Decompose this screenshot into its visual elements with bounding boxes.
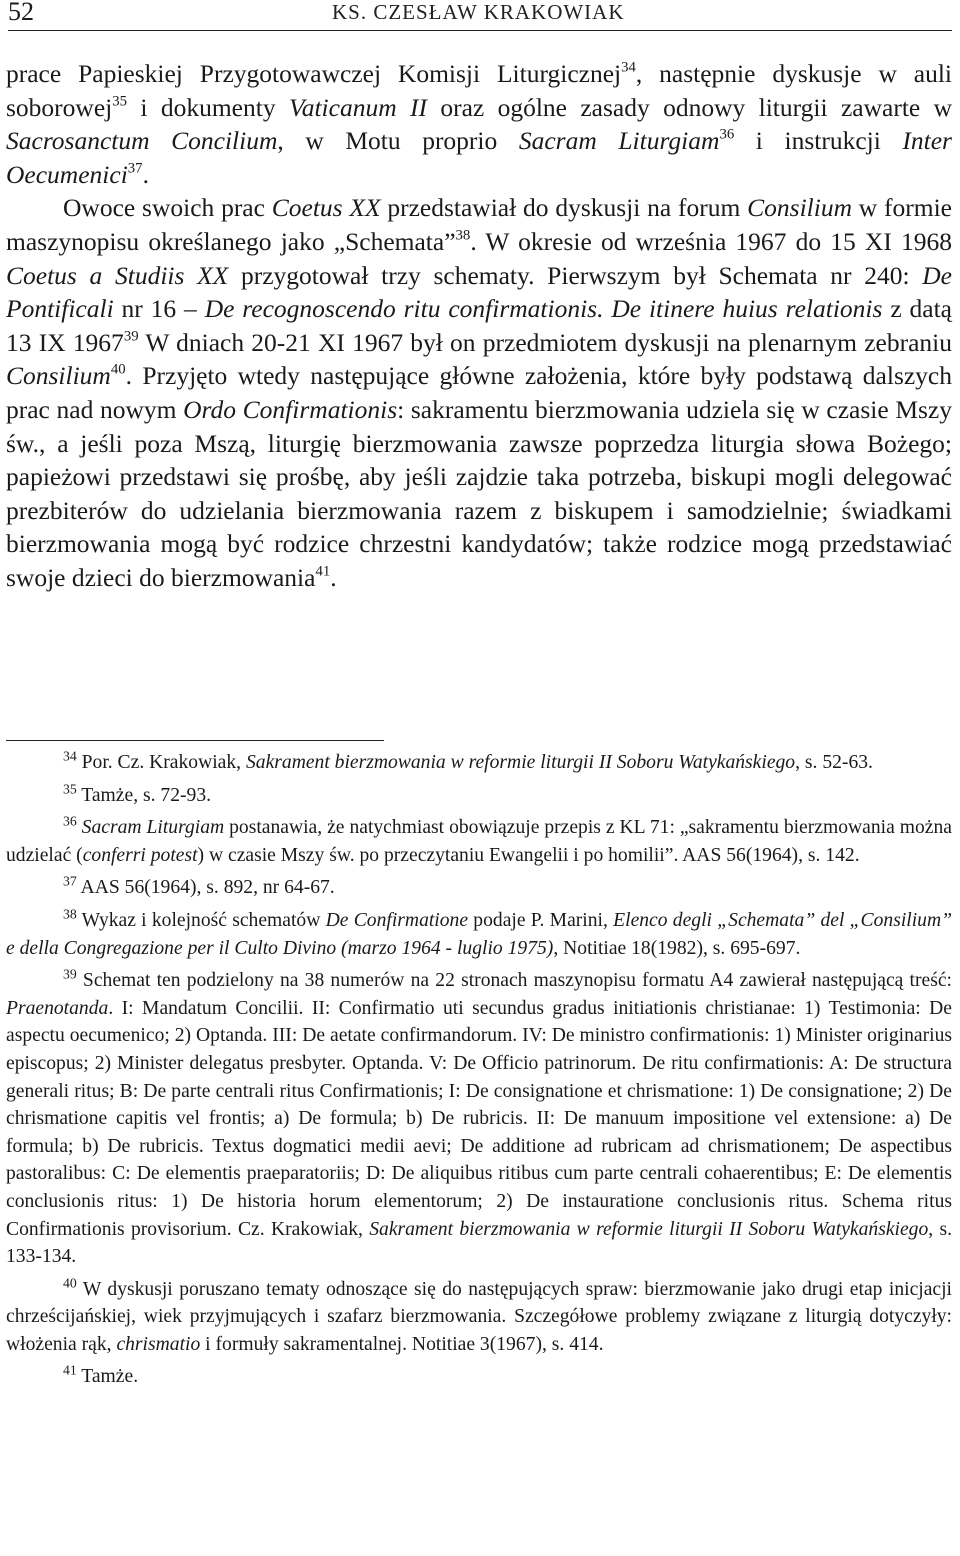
footnote-36 [6, 814, 952, 869]
italic-term: Consilium [6, 361, 111, 391]
italic-title: Vaticanum II [288, 92, 427, 122]
footnote-39 [6, 967, 952, 1271]
text-run: : sakramentu bierzmowania udziela się w czasie Mszy św., a jeśli poza Mszą, liturgię bierzmowania zawsze poprzedza liturgia słowa Bożego; papieżowi przedstawi się prośbę, aby jeśli zajdzie taka potrzeba, biskupi mogli delegować prezbiterów do udzielania bierzmowania razem z biskupem i samodzielnie; świadkami bierzmowania mogą być rodzice chrzestni kandydatów; także rodzice mogą przedstawiać swoje dzieci do bierzmowania [6, 394, 952, 592]
footnote-text: postanawia, że natychmiast obowiązuje przepis z KL 71: „sakramentu bierzmowania można udzielać ( [6, 817, 952, 866]
footnote-italic: chrismatio [116, 1333, 201, 1355]
footnote-text: Schemat ten podzielony na 38 numerów na 22 stronach maszynopisu formatu A4 zawierał następującą treść: [82, 970, 952, 992]
footnote-italic: Elenco degli „Schemata” del „Consilium” e della Congregazione per il Culto Divino (marzo 1964 - luglio 1975) [6, 909, 953, 959]
footnote-ref: 34 [621, 59, 636, 76]
text-run: prace Papieskiej Przygotowawczej Komisji Liturgicznej [6, 59, 622, 88]
footnote-number: 37 [63, 873, 77, 889]
footnote-text: Tamże, s. 72-93. [81, 784, 212, 806]
footnote-text: . I: Mandatum Concilii. II: Confirmatio uti secundus gradus initiationis christianae: 1) Testimonia: De aspectu oecumenico; 2) Optanda. III: De aetate confirmandorum. IV: De ministro confirmationis: 1) Minister originarius episcopus; 2) Minister delegatus presbyter. Optanda. V: De Officio patrinorum. De ritu confirmationis: A: De structura generali ritus; B: De parte centrali ritus Confirmationis; I: De consignatione et chrismatione: 1) De consignatione; 2) De chrismatione capitis vel frontis; a) De formula; b) De rubricis. II: De manuum impositione vel extensione: a) De formula; b) De rubricis. Textus dogmatici medii aevi; De additione ad rubricam ad chrismationem; De aspectibus pastoralibus: C: De elementis praeparatoriis; D: De aliquibus ritibus cum parte centrali cohaerentibus; E: De elementis conclusionis ritus: 1) De historia horum elementorum; 2) De instauratione conclusionis ritus. Schema ritus Confirmationis provisorium. Cz. Krakowiak, [6, 997, 952, 1240]
footnote-ref: 35 [112, 93, 128, 110]
paragraph-2 [6, 191, 952, 594]
italic-term: Coetus XX [271, 193, 381, 223]
footnote-ref: 41 [315, 563, 331, 580]
page-number: 52 [8, 0, 34, 26]
page-header [8, 0, 952, 31]
footnote-italic: Sakrament bierzmowania w reformie liturgii II Soboru Watykańskiego [245, 752, 796, 773]
footnote-text: AAS 56(1964), s. 892, nr 64-67. [80, 877, 335, 899]
footnote-ref: 39 [123, 328, 139, 345]
footnote-italic: Praenotanda [6, 997, 109, 1019]
footnote-34 [6, 749, 952, 777]
text-run: oraz ogólne zasady odnowy liturgii zawarte w [426, 92, 953, 122]
text-run: . [330, 562, 337, 592]
footnote-38 [6, 907, 952, 962]
italic-title: Inter Oecumenici [6, 126, 952, 189]
text-run: w formie maszynopisu określanego jako „Schemata” [6, 193, 952, 256]
text-run: przedstawiał do dyskusji na forum [380, 193, 748, 223]
footnote-number: 39 [63, 966, 77, 982]
text-run: , w Motu proprio [277, 126, 519, 156]
italic-term: Consilium [747, 193, 852, 223]
footnote-text: i formuły sakramentalnej. Notitiae 3(1967), s. 414. [200, 1333, 604, 1355]
italic-term: De recognoscendo ritu confirmationis. De itinere huius relationis [204, 294, 883, 324]
text-run: , następnie dyskusje w auli soborowej [6, 59, 952, 122]
footnote-separator [6, 740, 384, 741]
text-run: . Przyjęto wtedy następujące główne założenia, które były podstawą dalszych prac nad nowym [6, 361, 952, 424]
footnote-37 [6, 874, 952, 902]
footnote-text: Tamże. [81, 1366, 139, 1388]
footnote-number: 35 [63, 781, 77, 797]
text-run: z datą 13 IX 1967 [6, 294, 952, 357]
italic-title: Sacram Liturgiam [518, 126, 720, 156]
text-run: przygotował trzy schematy. Pierwszym był Schemata nr 240: [228, 260, 923, 290]
italic-term: De Pontificali [6, 260, 952, 324]
footnote-40 [6, 1276, 952, 1359]
footnote-text: Por. Cz. Krakowiak, [81, 752, 246, 773]
footnote-text: W dyskusji poruszano tematy odnoszące się do następujących spraw: bierzmowanie jako drugi etap inicjacji chrześcijańskiej, wiek przyjmujących i szafarz bierzmowania. Szczegółowe problemy związane z liturgią dotyczyły: włożenia rąk, [6, 1278, 953, 1355]
text-run: . W okresie od września 1967 do 15 XI 1968 [470, 226, 952, 256]
footnotes [6, 749, 952, 1396]
footnote-italic: conferri potest [82, 844, 198, 866]
footnote-ref: 38 [455, 227, 471, 244]
italic-term: Ordo Confirmationis [183, 394, 398, 424]
footnote-number: 38 [63, 906, 77, 922]
main-text [6, 57, 952, 595]
footnote-text: , s. 133-134. [6, 1218, 953, 1268]
footnote-italic: Sakrament bierzmowania w reformie liturgii II Soboru Watykańskiego [369, 1218, 929, 1240]
footnote-ref: 40 [110, 362, 126, 378]
footnote-35 [6, 782, 952, 810]
text-run: . [142, 159, 149, 189]
text-run: W dniach 20-21 XI 1967 był on przedmiotem dyskusji na plenarnym zebraniu [138, 327, 952, 357]
footnote-text: ) w czasie Mszy św. po przeczytaniu Ewangelii i po homilii”. AAS 56(1964), s. 142. [197, 844, 860, 866]
running-head: KS. CZESŁAW KRAKOWIAK [332, 0, 625, 24]
footnote-number: 34 [63, 748, 77, 764]
footnote-number: 40 [63, 1275, 77, 1291]
footnote-italic: De Confirmatione [325, 909, 469, 931]
text-run: Owoce swoich prac [63, 193, 272, 223]
italic-term: Coetus a Studiis XX [6, 260, 229, 290]
footnote-text: , s. 52-63. [795, 752, 873, 773]
footnote-text: podaje P. Marini, [468, 909, 614, 931]
footnote-italic: Sacram Liturgiam [81, 817, 225, 839]
italic-title: Sacrosanctum Concilium [6, 126, 278, 156]
text-run: i dokumenty [127, 92, 289, 122]
footnote-ref: 37 [127, 160, 143, 177]
text-run: i instrukcji [734, 126, 903, 156]
footnote-text: Wykaz i kolejność schematów [81, 909, 326, 931]
footnote-text: , Notitiae 18(1982), s. 695-697. [553, 937, 801, 959]
paragraph-1 [6, 57, 952, 191]
footnote-number: 36 [63, 813, 77, 829]
footnote-number: 41 [63, 1362, 77, 1378]
text-run: nr 16 – [113, 294, 205, 324]
footnote-41 [6, 1363, 952, 1391]
footnote-ref: 36 [719, 126, 735, 143]
